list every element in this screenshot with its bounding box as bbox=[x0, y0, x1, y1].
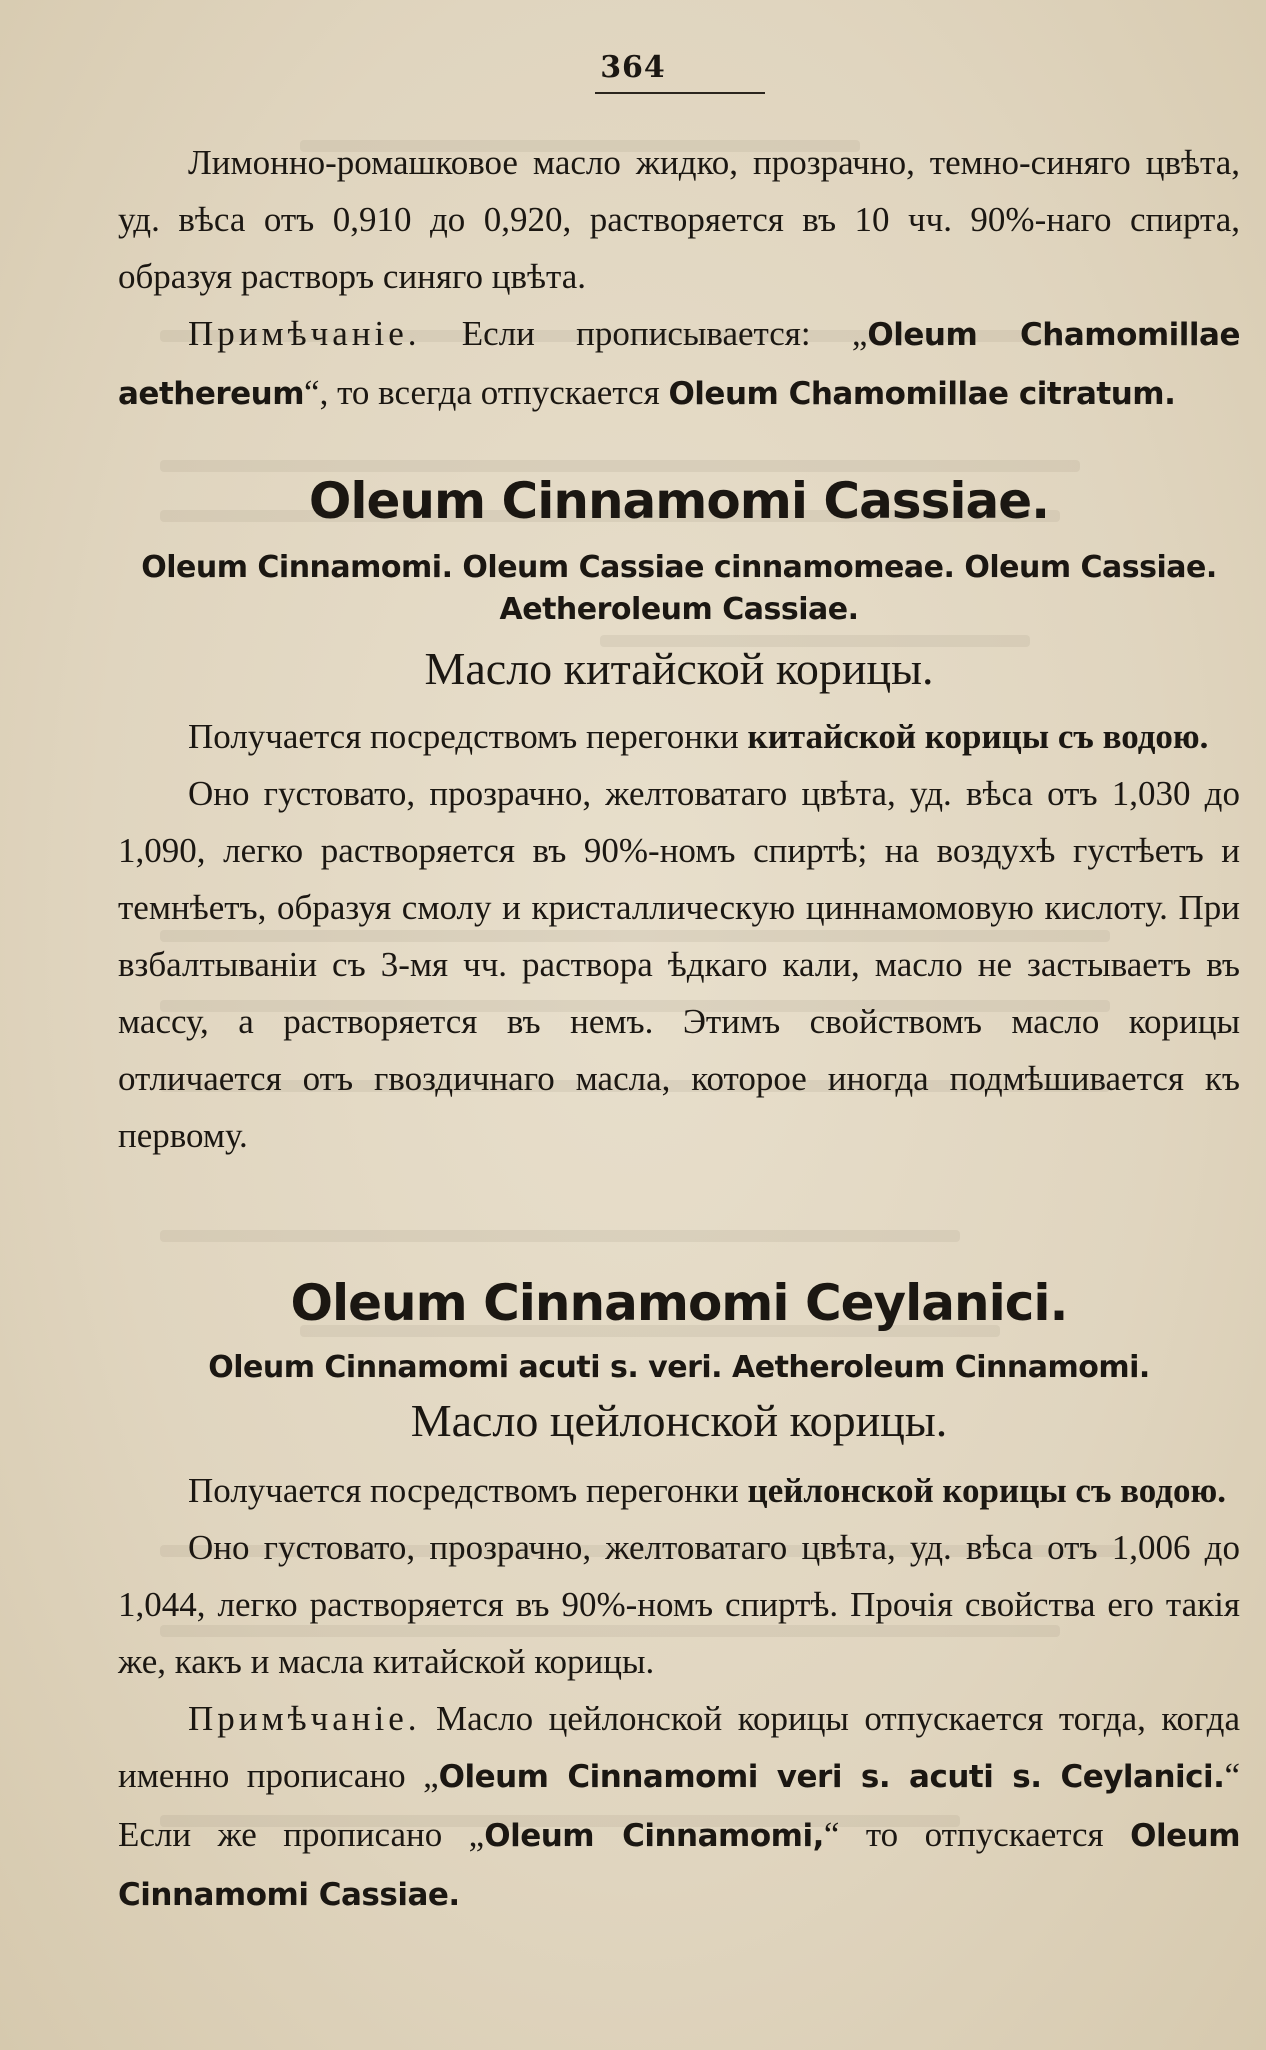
note-label: Примѣчаніе. bbox=[188, 1699, 421, 1738]
latin-name: Oleum Cinnamomi, bbox=[484, 1818, 824, 1854]
intro-paragraph: Лимонно-ромашковое масло жидко, прозрачно, темно-синяго цвѣта, уд. вѣса отъ 0,910 до 0,920, растворяется въ 10 чч. 90%-наго спирта, образуя растворъ синяго цвѣта. bbox=[118, 143, 1240, 296]
body-text: Получается посредствомъ перегонки bbox=[188, 1471, 748, 1510]
entry-title-cassia: Oleum Cinnamomi Cassiae. bbox=[308, 472, 1050, 530]
russian-title-cassia: Масло китайской корицы. bbox=[424, 643, 934, 694]
intro-section bbox=[118, 134, 1240, 423]
note-text: Масло цейлонской корицы отпускается тогда, когда именно прописано „ bbox=[118, 1699, 1240, 1795]
note-text: Если прописывается: „ bbox=[420, 314, 868, 353]
ceylon-preparation bbox=[118, 1462, 1240, 1519]
note-text: “ Если же прописано „ bbox=[118, 1756, 1240, 1854]
bold-text: цейлонской корицы съ водою. bbox=[747, 1471, 1226, 1510]
latin-name: Oleum Chamomillae aethereum bbox=[118, 317, 1240, 412]
header-rule bbox=[595, 92, 765, 94]
cassia-properties: Оно густовато, прозрачно, желтоватаго цвѣта, уд. вѣса отъ 1,030 до 1,090, легко растворяется въ 90%-номъ спиртѣ; на воздухѣ густѣетъ и темнѣетъ, образуя смолу и кристаллическую циннамомовую кислоту. При взбалтываніи съ 3-мя чч. раствора ѣдкаго кали, масло не застываетъ въ массу, а растворяется въ немъ. Этимъ свойствомъ масло корицы отличается отъ гвоздичнаго масла, которое иногда подмѣшивается къ первому. bbox=[118, 774, 1240, 1155]
note-text: “ то отпускается bbox=[823, 1815, 1131, 1854]
body-text: Получается посредствомъ перегонки bbox=[188, 717, 748, 756]
note-label: Примѣчаніе. bbox=[188, 314, 421, 353]
russian-title-ceylon: Масло цейлонской корицы. bbox=[410, 1395, 948, 1446]
ceylon-note-paragraph bbox=[118, 1690, 1240, 1924]
intro-note-paragraph bbox=[118, 305, 1240, 423]
page-number: 364 bbox=[600, 50, 666, 85]
ceylon-properties: Оно густовато, прозрачно, желтоватаго цвѣта, уд. вѣса отъ 1,006 до 1,044, легко растворяется въ 90%-номъ спиртѣ. Прочія свойства его такія же, какъ и масла китайской корицы. bbox=[118, 1528, 1240, 1681]
entry-title-ceylon: Oleum Cinnamomi Ceylanici. bbox=[290, 1274, 1068, 1332]
latin-name: Oleum Cinnamomi Cassiae. bbox=[118, 1818, 1240, 1913]
synonyms-cassia-line1: Oleum Cinnamomi. Oleum Cassiae cinnamomeae. Oleum Cassiae. bbox=[141, 550, 1217, 585]
synonyms-cassia-line2: Aetheroleum Cassiae. bbox=[499, 592, 859, 627]
latin-name: Oleum Cinnamomi veri s. acuti s. Ceylanici. bbox=[438, 1759, 1225, 1795]
synonyms-ceylon: Oleum Cinnamomi acuti s. veri. Aetheroleum Cinnamomi. bbox=[208, 1350, 1150, 1385]
ceylon-body bbox=[118, 1462, 1240, 1924]
cassia-preparation bbox=[118, 708, 1240, 765]
latin-name: Oleum Chamomillae citratum. bbox=[668, 376, 1176, 412]
bold-text: китайской корицы съ водою. bbox=[747, 717, 1209, 756]
cassia-body bbox=[118, 708, 1240, 1164]
note-text: “, то всегда отпускается bbox=[304, 373, 669, 412]
